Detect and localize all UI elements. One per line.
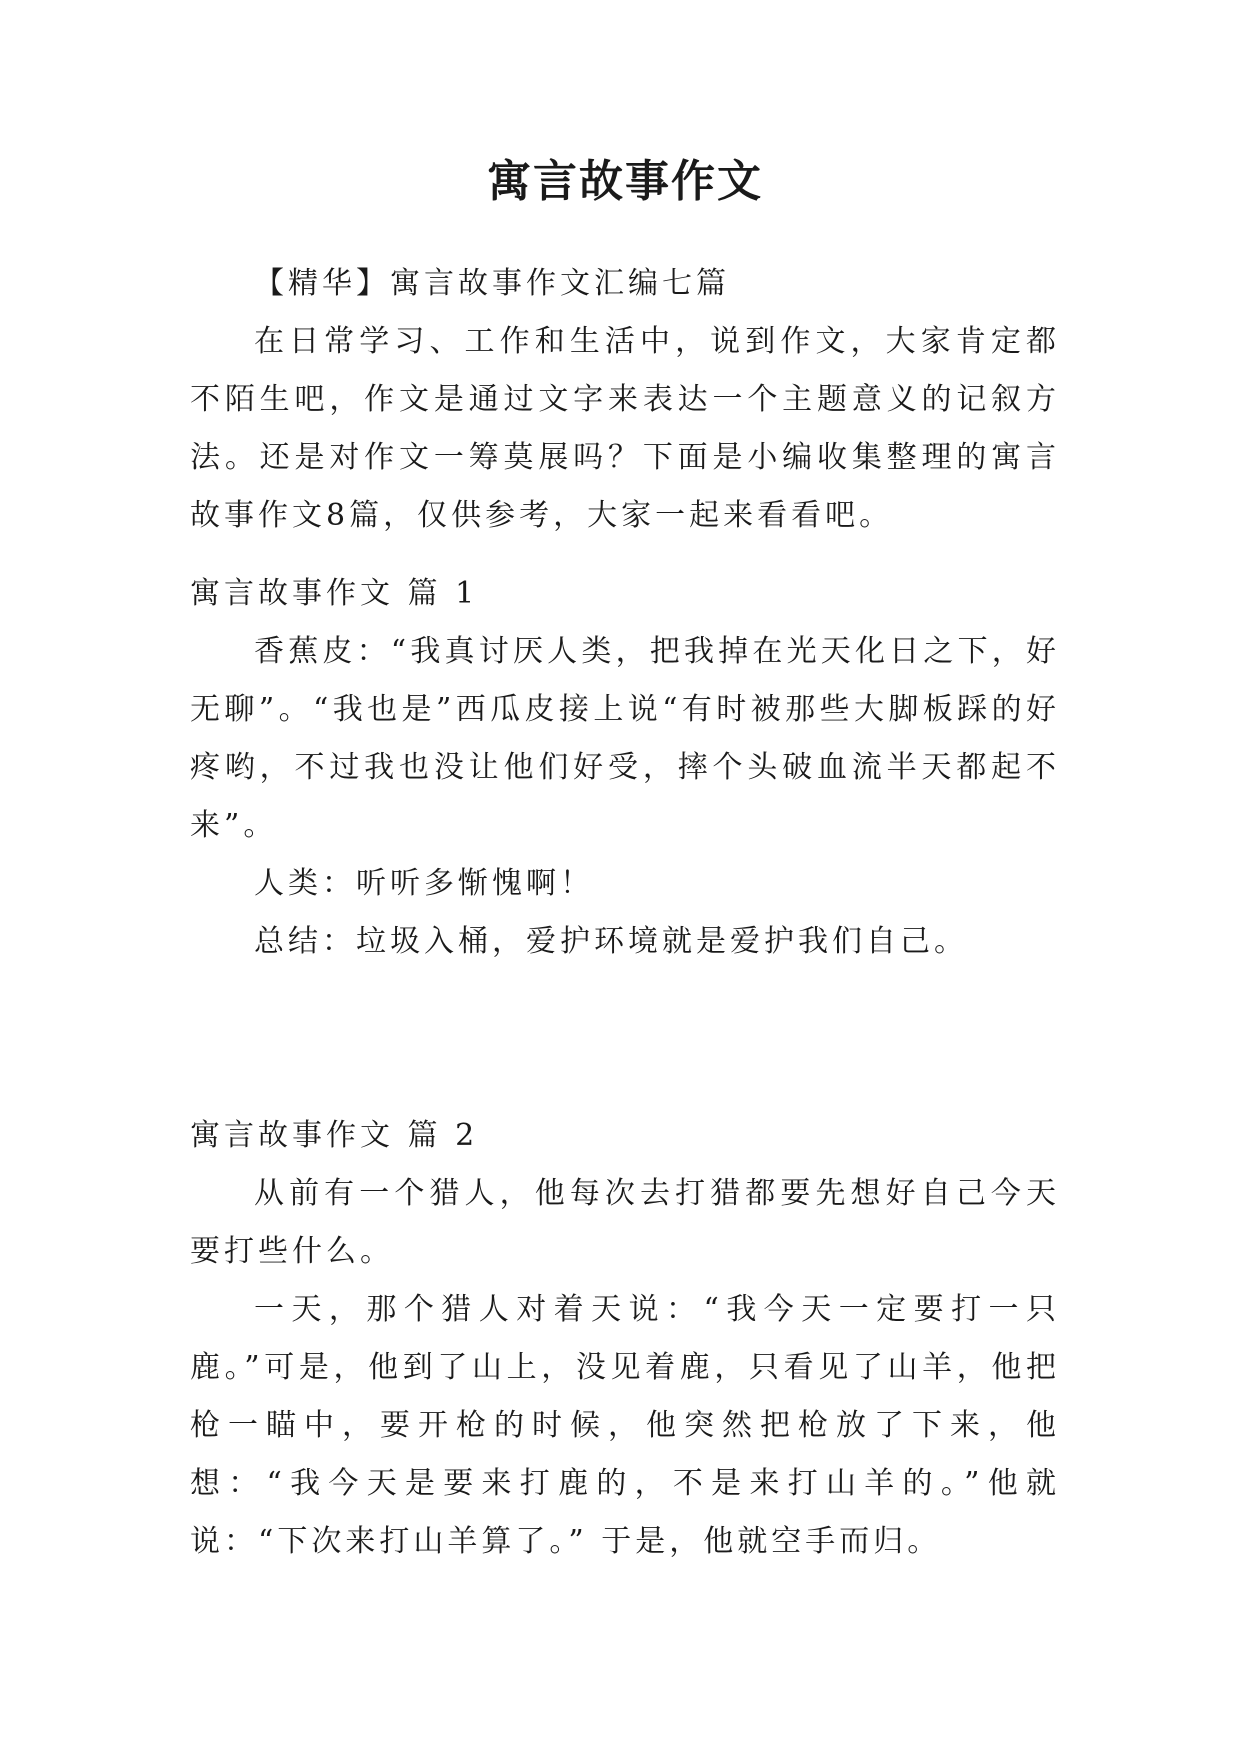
section-1	[190, 565, 1060, 971]
document-title: 寓言故事作文	[487, 156, 763, 207]
document-page	[190, 0, 1060, 1754]
section-paragraph: 总结：垃圾入桶，爱护环境就是爱护我们自己。	[254, 924, 968, 959]
section-heading: 寓言故事作文 篇 1	[190, 576, 479, 611]
intro-block	[190, 255, 1060, 545]
intro-paragraph: 在日常学习、工作和生活中，说到作文，大家肯定都不陌生吧，作文是通过文字来表达一个主题意义的记叙方法。还是对作文一筹莫展吗？下面是小编收集整理的寓言故事作文8篇，仅供参考，大家一起来看看吧。	[190, 324, 1060, 533]
section-paragraph: 从前有一个猎人，他每次去打猎都要先想好自己今天要打些什么。	[190, 1176, 1060, 1269]
section-2	[190, 1107, 1060, 1571]
section-paragraph: 人类：听听多惭愧啊！	[254, 866, 594, 901]
section-paragraph: 香蕉皮：“我真讨厌人类，把我掉在光天化日之下，好无聊”。“我也是”西瓜皮接上说“有时被那些大脚板踩的好疼哟，不过我也没让他们好受，摔个头破血流半天都起不来”。	[190, 634, 1060, 843]
intro-subtitle: 【精华】寓言故事作文汇编七篇	[254, 266, 730, 301]
section-paragraph: 一天，那个猎人对着天说：“我今天一定要打一只鹿。”可是，他到了山上，没见着鹿，只看见了山羊，他把枪一瞄中，要开枪的时候，他突然把枪放了下来，他想：“我今天是要来打鹿的，不是来打山羊的。”他就说：“下次来打山羊算了。” 于是，他就空手而归。	[190, 1292, 1060, 1559]
section-heading: 寓言故事作文 篇 2	[190, 1118, 479, 1153]
